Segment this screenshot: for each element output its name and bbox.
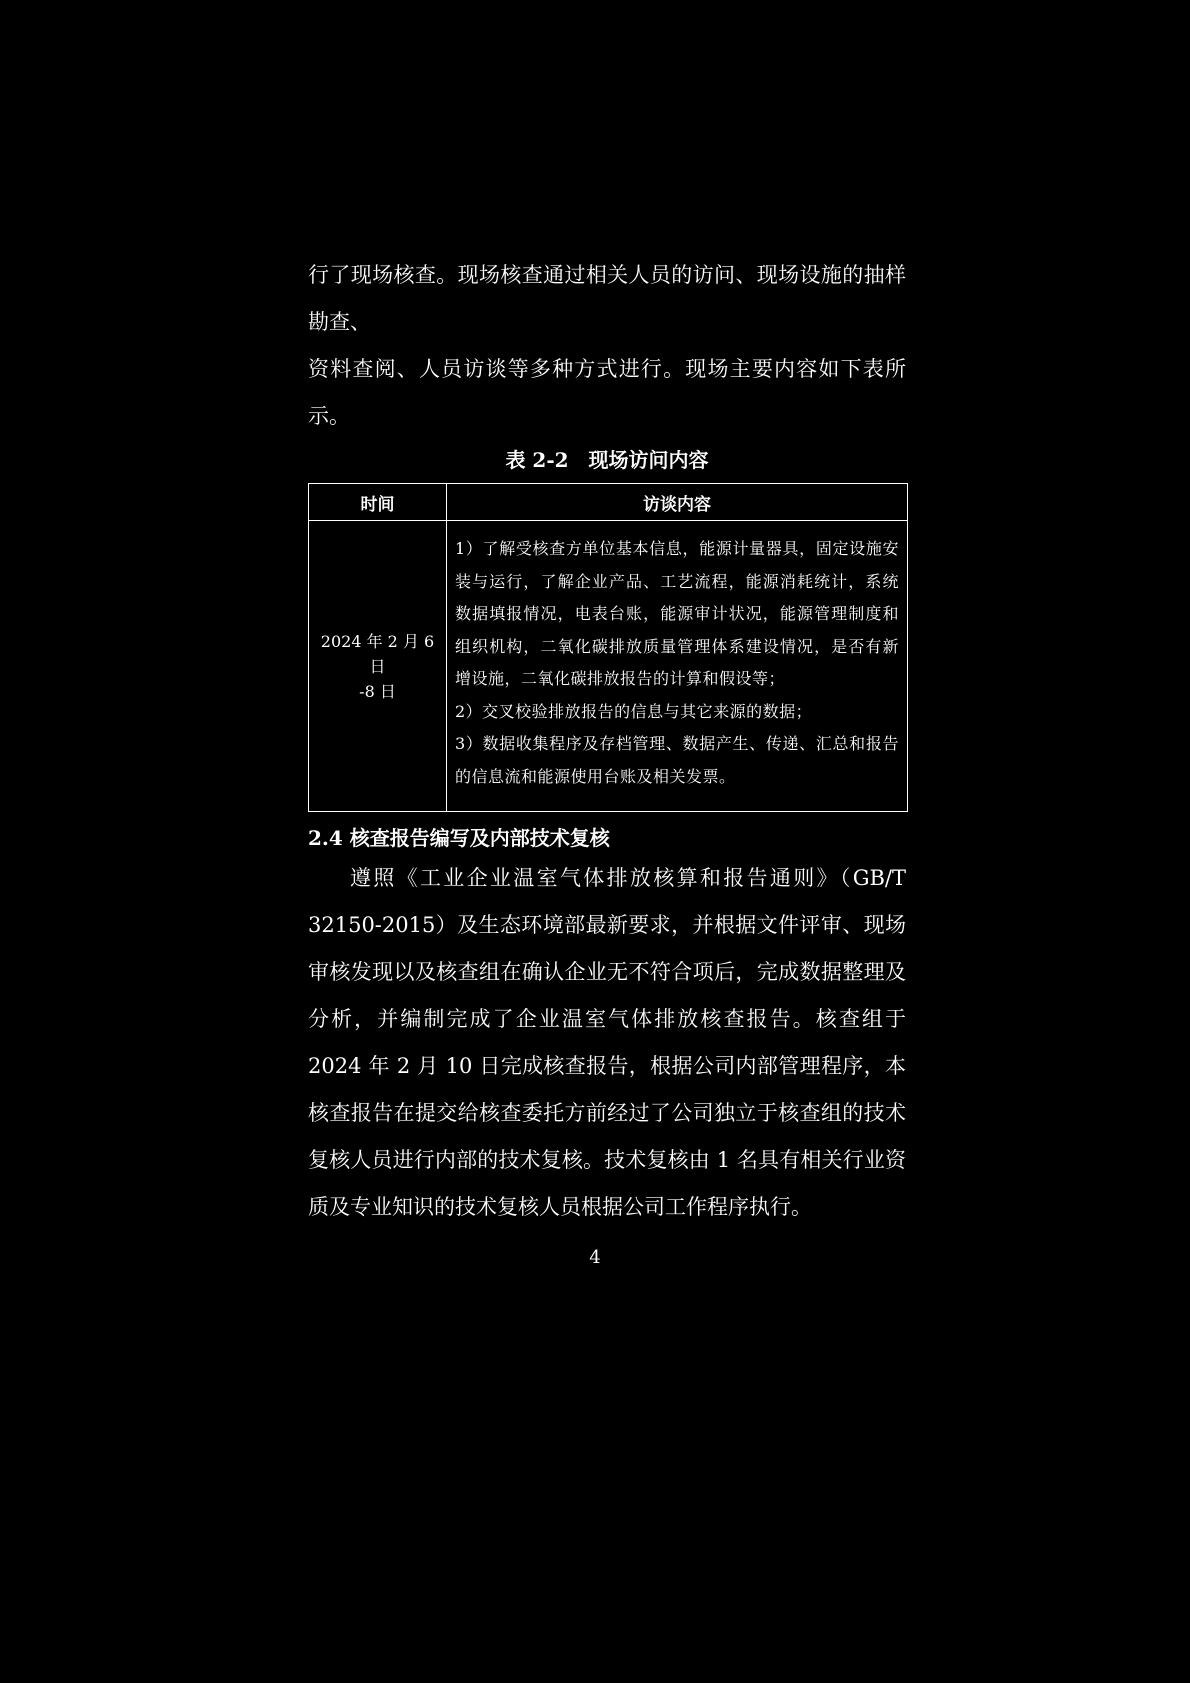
header-time: 时间 (309, 484, 447, 521)
table-row (309, 521, 908, 812)
content-item-1: 1）了解受核查方单位基本信息，能源计量器具，固定设施安装与运行，了解企业产品、工艺流程，能源消耗统计，系统数据填报情况，电表台账，能源审计状况，能源管理制度和组织机构，二氧化碳排放质量管理体系建设情况，是否有新增设施，二氧化碳排放报告的计算和假设等； (455, 539, 899, 688)
page-number: 4 (589, 1247, 601, 1268)
table-caption: 表 2-2 现场访问内容 (505, 448, 709, 472)
table-header-row (309, 484, 908, 521)
header-content: 访谈内容 (447, 484, 908, 521)
site-visit-table (308, 483, 908, 812)
content-item-2: 2）交叉校验排放报告的信息与其它来源的数据； (455, 701, 813, 721)
intro-line-1: 行了现场核查。现场核查通过相关人员的访问、现场设施的抽样勘查、 (308, 263, 906, 334)
section-heading: 2.4 核查报告编写及内部技术复核 (308, 826, 610, 850)
time-line-2: -8 日 (359, 681, 396, 701)
page-content (308, 252, 906, 1231)
section-paragraph: 遵照《工业企业温室气体排放核算和报告通则》（GB/T 32150-2015）及生态环境部最新要求，并根据文件评审、现场审核发现以及核查组在确认企业无不符合项后，完成数据整理及分析，并编制完成了企业温室气体排放核查报告。核查组于 2024 年 2 月 10 日完成核查报告，根据公司内部管理程序，本核查报告在提交给核查委托方前经过了公司独立于核查组的技术复核人员进行内部的技术复核。技术复核由 1 名具有相关行业资质及专业知识的技术复核人员根据公司工作程序执行。 (308, 866, 906, 1219)
intro-line-2: 资料查阅、人员访谈等多种方式进行。现场主要内容如下表所示。 (308, 357, 906, 428)
time-line-1: 2024 年 2 月 6 日 (320, 631, 435, 676)
time-cell (309, 521, 447, 812)
content-cell (447, 521, 908, 812)
content-item-3: 3）数据收集程序及存档管理、数据产生、传递、汇总和报告的信息流和能源使用台账及相关发票。 (455, 734, 899, 786)
